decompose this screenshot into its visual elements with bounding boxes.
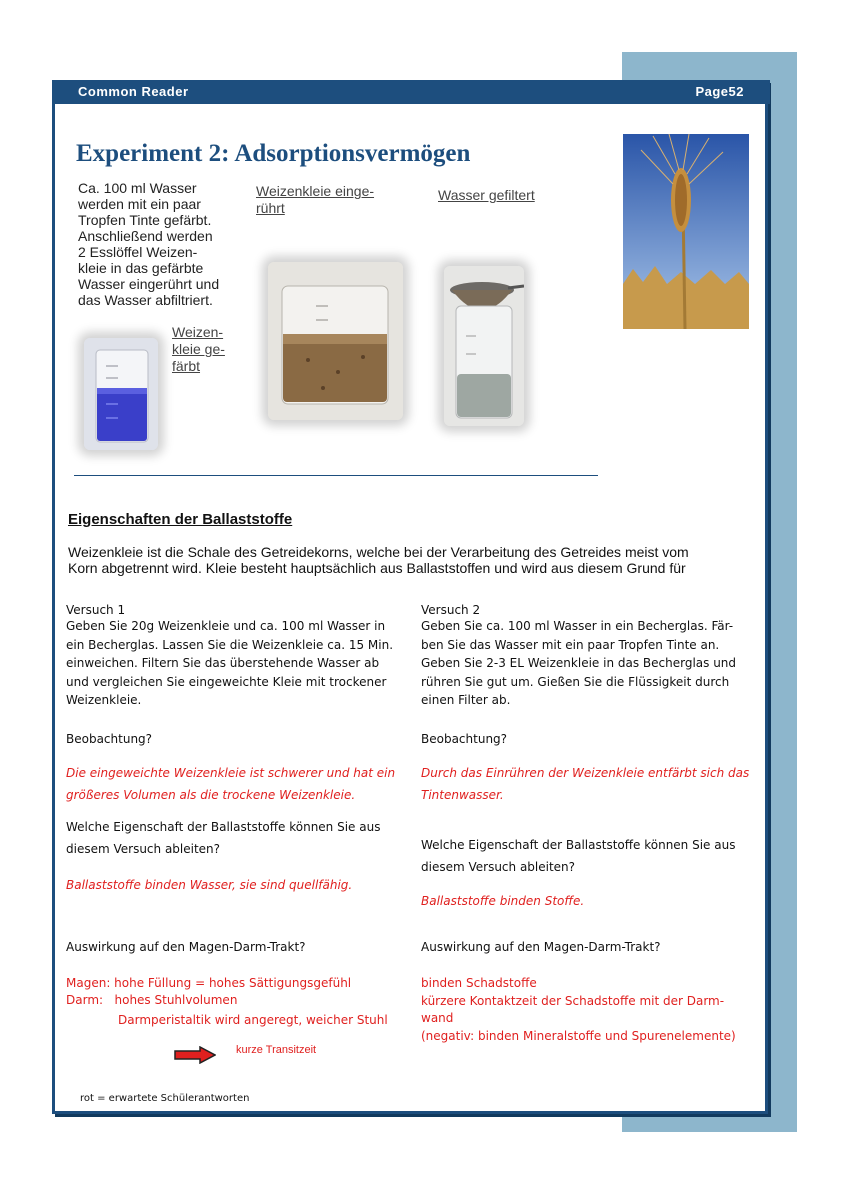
- photo-blue-beaker: [84, 338, 158, 450]
- wheat-image: [623, 134, 749, 329]
- versuch2-property-question: Welche Eigenschaft der Ballaststoffe können Sie aus diesem Versuch ableiten?: [421, 838, 736, 874]
- filtered-beaker-image: [444, 266, 524, 426]
- versuch2-heading: Versuch 2: [421, 603, 481, 617]
- versuch1-heading: Versuch 1: [66, 603, 126, 617]
- caption-stirred: Weizenkleie einge- rührt: [256, 183, 375, 216]
- header-bar: [52, 80, 770, 104]
- versuch2-observation-question: Beobachtung?: [421, 732, 508, 746]
- blue-beaker-image: [84, 338, 158, 450]
- caption-filtered: Wasser gefiltert: [438, 187, 535, 203]
- versuch1-effect-question: Auswirkung auf den Magen-Darm-Trakt?: [66, 940, 306, 954]
- versuch1-property-answer: Ballaststoffe binden Wasser, sie sind quellfähig.: [66, 878, 353, 892]
- intro-text: Ca. 100 ml Wasser werden mit ein paar Tropfen Tinte gefärbt. Anschließend werden 2 Esslöffel Weizen- kleie in das gefärbte Wasser eingerührt und das Wasser abfiltriert.: [78, 180, 220, 308]
- versuch2-property-answer: Ballaststoffe binden Stoffe.: [421, 894, 585, 908]
- versuch2-effect-answer: binden Schadstoffe kürzere Kontaktzeit der Schadstoffe mit der Darm- wand (negativ: binden Mineralstoffe und Spurenelemente): [421, 976, 736, 1043]
- photo-bran-beaker: [268, 262, 403, 420]
- divider-line: [74, 475, 598, 476]
- arrow-right-icon: [174, 1046, 216, 1064]
- footnote: rot = erwartete Schülerantworten: [80, 1093, 250, 1104]
- header-page-number: Page52: [695, 84, 744, 99]
- versuch1-property-question: Welche Eigenschaft der Ballaststoffe können Sie aus diesem Versuch ableiten?: [66, 820, 381, 856]
- versuch2-observation-answer: Durch das Einrühren der Weizenkleie entfärbt sich das Tintenwasser.: [421, 766, 750, 802]
- caption-dyed: Weizen- kleie ge- färbt: [172, 324, 225, 374]
- bran-beaker-image: [268, 262, 403, 420]
- photo-wheat: [623, 134, 749, 329]
- header-publication: Common Reader: [78, 84, 189, 99]
- versuch1-column: Versuch 1 Geben Sie 20g Weizenkleie und ca. 100 ml Wasser in ein Becherglas. Lassen Sie die Weizenkleie ca. 15 Min. einweichen. Filtern Sie das überstehende Wasser ab und vergleichen Sie eingeweichte Kleie mit trockener Weizenkleie.: [66, 604, 416, 710]
- versuch1-observation-question: Beobachtung?: [66, 732, 153, 746]
- versuch1-observation-answer: Die eingeweichte Weizenkleie ist schwerer und hat ein größeres Volumen als die trockene Weizenkleie.: [66, 766, 396, 802]
- versuch2-effect-question: Auswirkung auf den Magen-Darm-Trakt?: [421, 940, 661, 954]
- arrow-label: kurze Transitzeit: [236, 1044, 317, 1056]
- intro-paragraph: Weizenkleie ist die Schale des Getreidekorns, welche bei der Verarbeitung des Getreides meist vom Korn abgetrennt wird. Kleie besteht hauptsächlich aus Ballaststoffen und wird aus diesem Grund für: [68, 544, 689, 576]
- section-title: Eigenschaften der Ballaststoffe: [68, 511, 293, 528]
- versuch2-column: Versuch 2 Geben Sie ca. 100 ml Wasser in ein Becherglas. Fär- ben Sie das Wasser mit ein paar Tropfen Tinte an. Geben Sie 2-3 EL Weizenkleie in das Becherglas und rühren Sie gut um. Gießen Sie die Flüssigkeit durch einen Filter ab.: [421, 604, 766, 710]
- page-title: Experiment 2: Adsorptionsvermögen: [76, 140, 471, 167]
- photo-filtered-beaker: [444, 266, 524, 426]
- versuch1-effect-answer: Magen: hohe Füllung = hohes Sättigungsgefühl Darm: hohes Stuhlvolumen Darmperistaltik wird angeregt, weicher Stuhl: [66, 976, 388, 1027]
